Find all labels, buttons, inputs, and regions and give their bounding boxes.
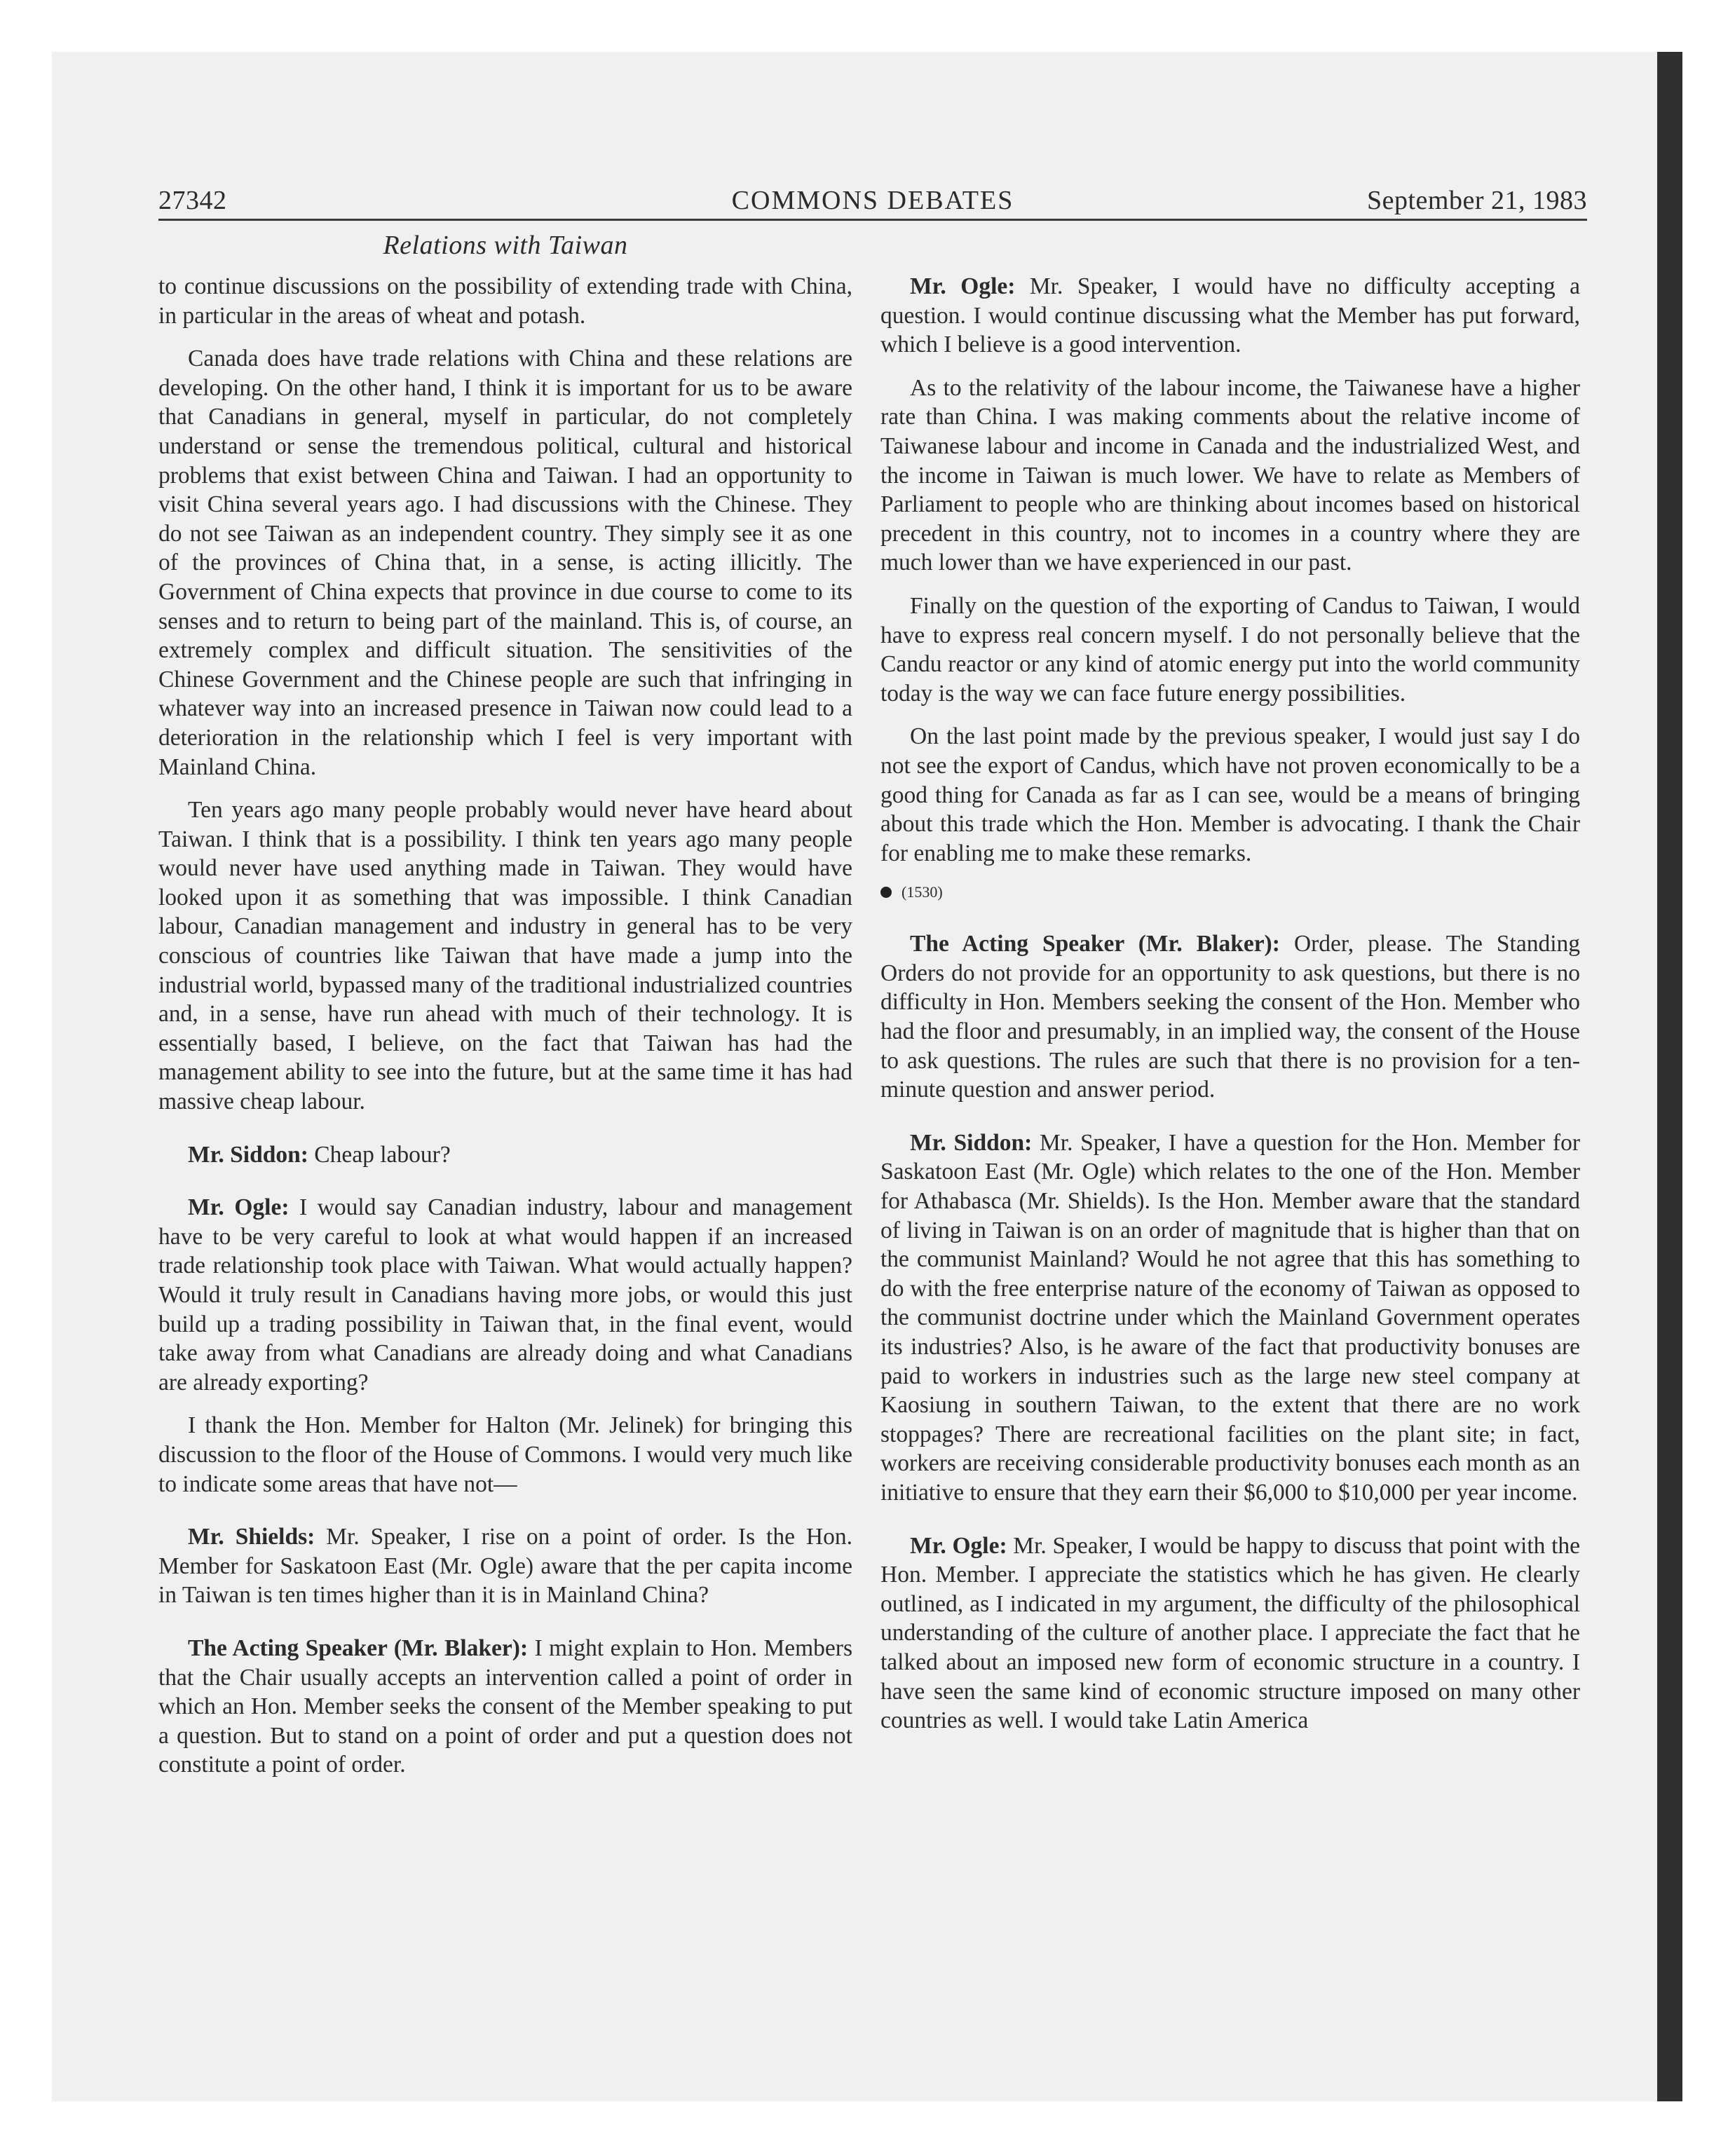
- speech: [880, 1531, 1580, 1735]
- speech-text: Mr. Speaker, I have a question for the Hon. Member for Saskatoon East (Mr. Ogle) which relates to the one of the Hon. Member for Athabasca (Mr. Shields). Is the Hon. Member aware that the standard of living in Taiwan is on an order of magnitude that is higher than that on the communist Mainland? Would he not agree that this has something to do with the free enterprise nature of the economy of Taiwan as opposed to the communist doctrine under which the Mainland Government operates its industries? Also, is he aware of the fact that productivity bonuses are paid to workers in industries such as the large new steel company at Kaosiung in southern Taiwan, to the extent that there are no work stoppages? There are recreational facilities on the plant site; in fact, workers are receiving considerable productivity bonuses each month as an initiative to ensure that they earn their $6,000 to $10,000 per year income.: [880, 1129, 1580, 1506]
- paragraph-text: As to the relativity of the labour income, the Taiwanese have a higher rate than China. I was making comments about the relative income of Taiwanese labour and income in Canada and the industrialized West, and the income in Taiwan is much lower. We have to relate as Members of Parliament to people who are thinking about incomes based on historical precedent in this country, not to incomes in a country where they are much lower than we have experienced in our past.: [880, 374, 1580, 576]
- speech: [158, 1522, 852, 1610]
- speaker-name: Mr. Ogle:: [188, 1194, 290, 1221]
- time-marker: [880, 882, 1580, 903]
- bullet-icon: [880, 887, 892, 898]
- speech: [158, 1634, 852, 1780]
- speech-text: I might explain to Hon. Members that the Chair usually accepts an intervention called a point of order in which an Hon. Member seeks the consent of the Member speaking to put a question. But to stand on a point of order and put a question does not constitute a point of order.: [158, 1635, 852, 1778]
- speaker-name: Mr. Siddon:: [910, 1129, 1033, 1156]
- speech-text: Cheap labour?: [314, 1141, 451, 1168]
- speaker-name: The Acting Speaker (Mr. Blaker):: [910, 931, 1280, 957]
- paragraph: [158, 344, 852, 782]
- paragraph: [880, 722, 1580, 868]
- publication-title: COMMONS DEBATES: [731, 186, 1014, 215]
- speech-text: Order, please. The Standing Orders do not provide for an opportunity to ask questions, but there is no difficulty in Hon. Members seeking the consent of the Hon. Member who had the floor and presumably, in an implied way, the consent of the House to ask questions. The rules are such that there is no provision for a ten-minute question and answer period.: [880, 931, 1580, 1103]
- paragraph: [158, 272, 852, 330]
- time-marker-text: (1530): [901, 883, 943, 901]
- paragraph-text: Canada does have trade relations with China and these relations are developing. On the other hand, I think it is important for us to be aware that Canadians in general, myself in particular, do not completely understand or sense the tremendous political, cultural and historical problems that exist between China and Taiwan. I had an opportunity to visit China several years ago. I had discussions with the Chinese. They do not see Taiwan as an independent country. They simply see it as one of the provinces of China that, in a sense, is acting illicitly. The Government of China expects that province in due course to come to its senses and to return to being part of the mainland. This is, of course, an extremely complex and difficult situation. The sensitivities of the Chinese Government and the Chinese people are such that infringing in whatever way into an increased presence in Taiwan now could lead to a deterioration in the relationship which I feel is very important with Mainland China.: [158, 346, 852, 780]
- page-number: 27342: [158, 186, 227, 215]
- speaker-name: Mr. Ogle:: [910, 1532, 1007, 1559]
- speech: [880, 1128, 1580, 1508]
- paragraph-text: to continue discussions on the possibility of extending trade with China, in particular in the areas of wheat and potash.: [158, 273, 852, 329]
- binding-edge: [1657, 52, 1682, 2101]
- paragraph-text: Ten years ago many people probably would never have heard about Taiwan. I think that is a possibility. I think ten years ago many people would never have used anything made in Taiwan. They would have looked upon it as something that was impossible. I think Canadian labour, Canadian management and industry in general has to be very conscious of countries like Taiwan that have made a jump into the industrial world, bypassed many of the traditional industrialized countries and, in a sense, have run ahead with much of their technology. It is essentially based, I believe, on the fact that Taiwan has had the management ability to see into the future, but at the same time it has had massive cheap labour.: [158, 797, 852, 1115]
- left-column: [158, 272, 852, 1794]
- section-title: Relations with Taiwan: [383, 231, 628, 260]
- speech-text: Mr. Speaker, I would be happy to discuss that point with the Hon. Member. I appreciate the statistics which he has given. He clearly outlined, as I indicated in my argument, the difficulty of the philosophical understanding of the culture of another place. I appreciate the fact that he talked about an imposed new form of economic structure in a country. I have seen the same kind of economic structure imposed on many other countries as well. I would take Latin America: [880, 1532, 1580, 1734]
- paragraph: [158, 796, 852, 1117]
- paragraph-text: Finally on the question of the exporting of Candus to Taiwan, I would have to express real concern myself. I do not personally believe that the Candu reactor or any kind of atomic energy put into the world community today is the way we can face future energy possibilities.: [880, 592, 1580, 707]
- speech: [158, 1140, 852, 1170]
- running-header: [158, 181, 1587, 221]
- speech-text: Mr. Speaker, I would have no difficulty accepting a question. I would continue discussing what the Member has put forward, which I believe is a good intervention.: [880, 273, 1580, 358]
- paragraph: [158, 1411, 852, 1499]
- speech: [880, 272, 1580, 360]
- speaker-name: Mr. Ogle:: [910, 273, 1016, 299]
- speech: [158, 1193, 852, 1397]
- speaker-name: The Acting Speaker (Mr. Blaker):: [188, 1635, 529, 1661]
- speaker-name: Mr. Shields:: [188, 1524, 315, 1550]
- speech-text: I would say Canadian industry, labour and management have to be very careful to look at what would happen if an increased trade relationship took place with Taiwan. What would actually happen? Would it truly result in Canadians having more jobs, or would this just build up a trading possibility in Taiwan that, in the final event, would take away from what Canadians are already doing and what Canadians are already exporting?: [158, 1194, 852, 1396]
- publication-date: September 21, 1983: [1366, 186, 1587, 215]
- paragraph: [880, 592, 1580, 708]
- right-column: [880, 272, 1580, 1749]
- paragraph: [880, 374, 1580, 578]
- paragraph-text: I thank the Hon. Member for Halton (Mr. Jelinek) for bringing this discussion to the floor of the House of Commons. I would very much like to indicate some areas that have not—: [158, 1412, 852, 1497]
- speech-text: Mr. Speaker, I rise on a point of order. Is the Hon. Member for Saskatoon East (Mr. Ogle) aware that the per capita income in Taiwan is ten times higher than it is in Mainland China?: [158, 1524, 852, 1609]
- speech: [880, 929, 1580, 1105]
- paragraph-text: On the last point made by the previous speaker, I would just say I do not see the export of Candus, which have not proven economically to be a good thing for Canada as far as I can see, would be a means of bringing about this trade which the Hon. Member is advocating. I thank the Chair for enabling me to make these remarks.: [880, 723, 1580, 866]
- speaker-name: Mr. Siddon:: [188, 1141, 308, 1168]
